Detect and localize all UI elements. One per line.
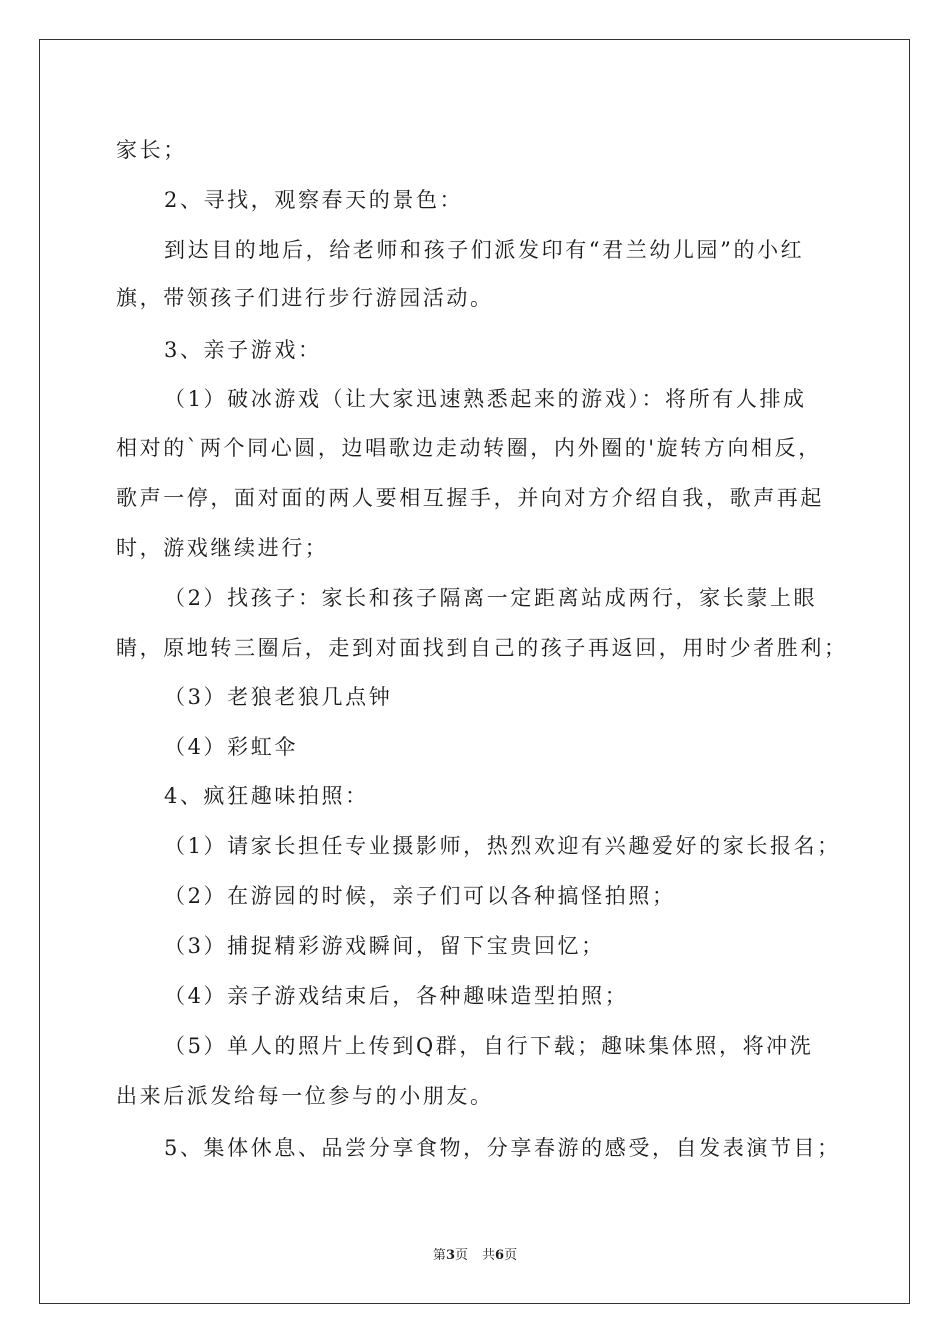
list-item-line: （1）破冰游戏（让大家迅速熟悉起来的游戏）：将所有人排成 (164, 387, 807, 411)
list-item-line: 睛，原地转三圈后，走到对面找到自己的孩子再返回，用时少者胜利； (116, 636, 848, 660)
list-item-line: （3）老狼老狼几点钟 (164, 685, 393, 709)
section-heading: 4、疯狂趣味拍照： (164, 784, 369, 808)
total-pages: 6 (495, 1248, 505, 1263)
list-item-line: （5）单人的照片上传到Q群，自行下载；趣味集体照，将冲洗 (164, 1034, 814, 1058)
list-item-line: 时，游戏继续进行； (116, 536, 329, 560)
total-label-suffix: 页 (504, 1248, 518, 1263)
list-item-line: （4）彩虹伞 (164, 735, 298, 759)
paragraph-line: 旗，带领孩子们进行步行游园活动。 (116, 286, 494, 310)
text-line: 家长； (116, 138, 187, 162)
total-label-prefix: 共 (482, 1248, 496, 1263)
list-item-line: （1）请家长担任专业摄影师，热烈欢迎有兴趣爱好的家长报名； (164, 834, 841, 858)
section-heading: 2、寻找，观察春天的景色： (164, 188, 464, 212)
section-heading: 5、集体休息、品尝分享食物，分享春游的感受，自发表演节目； (164, 1136, 841, 1160)
list-item-line: （3）捕捉精彩游戏瞬间，留下宝贵回忆； (164, 934, 605, 958)
list-item-line: （2）在游园的时候，亲子们可以各种搞怪拍照； (164, 884, 676, 908)
list-item-line: 出来后派发给每一位参与的小朋友。 (116, 1084, 494, 1108)
page-border (39, 39, 910, 1304)
page-number: 3 (445, 1248, 455, 1263)
list-item-line: 歌声一停，面对面的两人要相互握手，并向对方介绍自我，歌声再起 (116, 486, 824, 510)
page-footer (0, 1247, 950, 1265)
paragraph-line: 到达目的地后，给老师和孩子们派发印有“君兰幼儿园”的小红 (164, 238, 805, 262)
list-item-line: （4）亲子游戏结束后，各种趣味造型拍照； (164, 984, 629, 1008)
list-item-line: （2）找孩子：家长和孩子隔离一定距离站成两行，家长蒙上眼 (164, 586, 818, 610)
page-label-suffix: 页 (454, 1248, 468, 1263)
section-heading: 3、亲子游戏： (164, 338, 322, 362)
list-item-line: 相对的`两个同心圆，边唱歌边走动转圈，内外圈的'旋转方向相反， (116, 436, 822, 460)
page-label-prefix: 第 (432, 1248, 446, 1263)
